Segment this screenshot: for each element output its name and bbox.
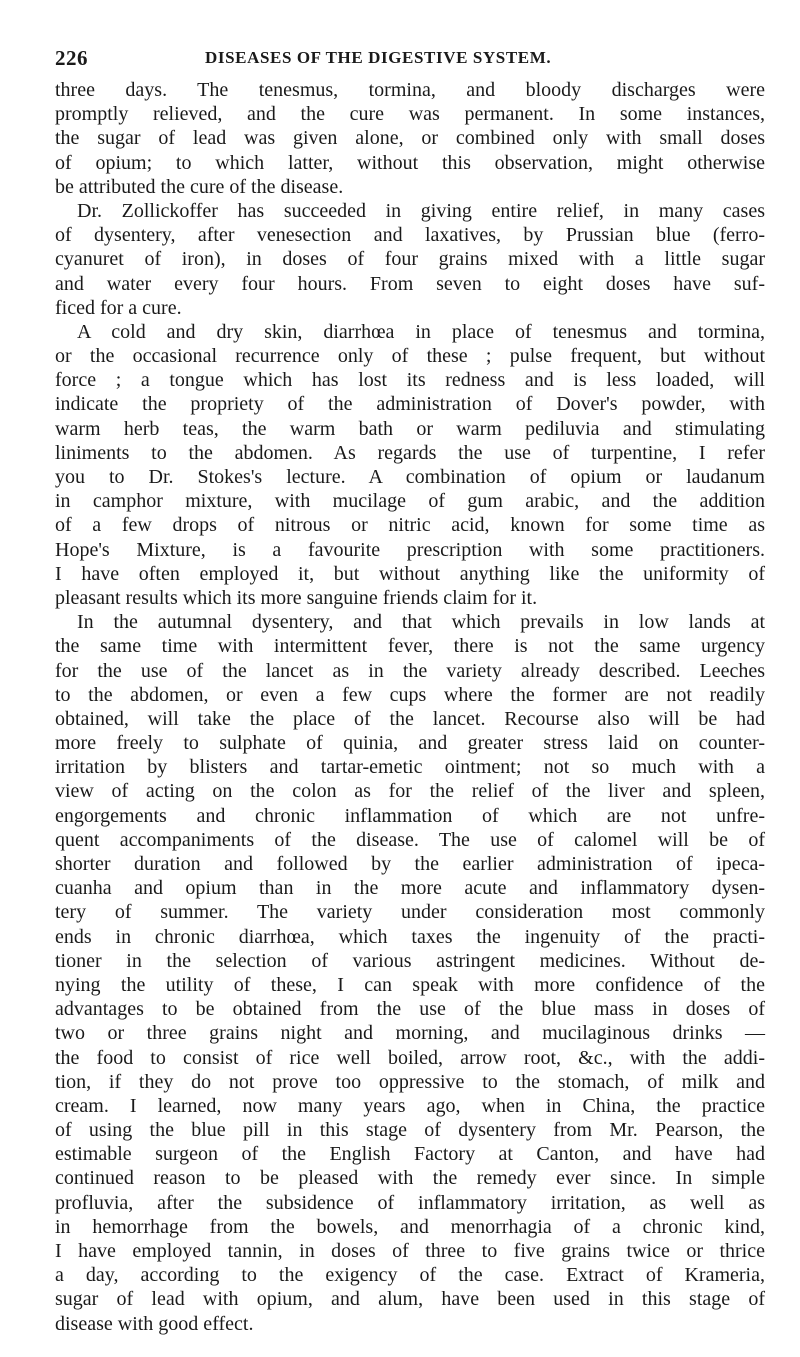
text-line: disease with good effect. xyxy=(55,1312,254,1335)
text-line: tery of summer. The variety under consideration most commonly xyxy=(55,901,765,924)
running-head xyxy=(50,18,750,70)
text-line: pleasant results which its more sanguine friends claim for it. xyxy=(55,586,538,609)
text-line: promptly relieved, and the cure was permanent. In some instances, xyxy=(55,103,765,126)
text-line: cuanha and opium than in the more acute and inflammatory dysen- xyxy=(55,877,765,900)
text-line: Dr. Zollickoffer has succeeded in giving entire relief, in many cases xyxy=(77,199,765,222)
text-line: in camphor mixture, with mucilage of gum arabic, and the addition xyxy=(55,490,765,513)
text-line: I have often employed it, but without anything like the uniformity of xyxy=(55,562,765,585)
text-line: advantages to be obtained from the use of the blue mass in doses of xyxy=(55,998,765,1021)
text-line: the same time with intermittent fever, there is not the same urgency xyxy=(55,635,765,658)
text-line: two or three grains night and morning, and mucilaginous drinks — xyxy=(55,1022,765,1045)
text-line: to the abdomen, or even a few cups where the former are not readily xyxy=(55,683,765,706)
text-line: Hope's Mixture, is a favourite prescription with some practitioners. xyxy=(55,538,765,561)
text-line: tion, if they do not prove too oppressive to the stomach, of milk and xyxy=(55,1070,765,1093)
text-line: or the occasional recurrence only of these ; pulse frequent, but without xyxy=(55,345,765,368)
text-line: obtained, will take the place of the lancet. Recourse also will be had xyxy=(55,707,765,730)
text-line: indicate the propriety of the administration of Dover's powder, with xyxy=(55,393,765,416)
text-line: the sugar of lead was given alone, or combined only with small doses xyxy=(55,127,765,150)
text-line: shorter duration and followed by the earlier administration of ipeca- xyxy=(55,853,765,875)
text-line: tioner in the selection of various astringent medicines. Without de- xyxy=(55,949,765,972)
text-line: In the autumnal dysentery, and that which prevails in low lands at xyxy=(77,611,765,634)
text-line: ficed for a cure. xyxy=(55,296,182,319)
text-line: estimable surgeon of the English Factory at Canton, and have had xyxy=(55,1143,765,1166)
text-line: for the use of the lancet as in the variety already described. Leeches xyxy=(55,659,765,682)
text-line: nying the utility of these, I can speak with more confidence of the xyxy=(55,973,765,996)
text-line: profluvia, after the subsidence of inflammatory irritation, as well as xyxy=(55,1191,765,1214)
text-line: more freely to sulphate of quinia, and greater stress laid on counter- xyxy=(55,732,765,755)
text-line: quent accompaniments of the disease. The use of calomel will be of xyxy=(55,828,765,851)
text-line: cream. I learned, now many years ago, when in China, the practice xyxy=(55,1094,765,1117)
text-line: force ; a tongue which has lost its redness and is less loaded, will xyxy=(55,369,765,392)
text-line: of using the blue pill in this stage of dysentery from Mr. Pearson, the xyxy=(55,1119,765,1142)
text-line: and water every four hours. From seven to eight doses have suf- xyxy=(55,272,765,295)
text-line: in hemorrhage from the bowels, and menorrhagia of a chronic kind, xyxy=(55,1215,765,1238)
text-line: cyanuret of iron), in doses of four grains mixed with a little sugar xyxy=(55,248,765,271)
running-title: DISEASES OF THE DIGESTIVE SYSTEM. xyxy=(205,48,552,67)
text-line: sugar of lead with opium, and alum, have been used in this stage of xyxy=(55,1288,765,1311)
page-number: 226 xyxy=(55,46,88,70)
text-line: of opium; to which latter, without this observation, might otherwise xyxy=(55,151,765,174)
text-line: three days. The tenesmus, tormina, and bloody discharges were xyxy=(55,79,765,101)
text-line: continued reason to be pleased with the remedy ever since. In simple xyxy=(55,1167,765,1190)
text-line: ends in chronic diarrhœa, which taxes the ingenuity of the practi- xyxy=(55,925,765,948)
text-line: view of acting on the colon as for the relief of the liver and spleen, xyxy=(55,780,765,803)
text-line: of dysentery, after venesection and laxatives, by Prussian blue (ferro- xyxy=(55,224,765,247)
body-text xyxy=(55,78,765,1336)
text-line: irritation by blisters and tartar-emetic ointment; not so much with a xyxy=(55,756,765,779)
text-line: engorgements and chronic inflammation of which are not unfre- xyxy=(55,804,765,827)
text-line: of a few drops of nitrous or nitric acid, known for some time as xyxy=(55,514,765,537)
text-line: warm herb teas, the warm bath or warm pediluvia and stimulating xyxy=(55,417,765,440)
text-line: A cold and dry skin, diarrhœa in place of tenesmus and tormina, xyxy=(77,320,765,343)
text-line: the food to consist of rice well boiled, arrow root, &c., with the addi- xyxy=(55,1046,765,1069)
text-line: a day, according to the exigency of the case. Extract of Krameria, xyxy=(55,1264,765,1287)
text-line: be attributed the cure of the disease. xyxy=(55,175,344,198)
text-line: you to Dr. Stokes's lecture. A combination of opium or laudanum xyxy=(55,466,765,488)
text-line: I have employed tannin, in doses of three to five grains twice or thrice xyxy=(55,1240,765,1262)
text-line: liniments to the abdomen. As regards the use of turpentine, I refer xyxy=(55,441,765,464)
